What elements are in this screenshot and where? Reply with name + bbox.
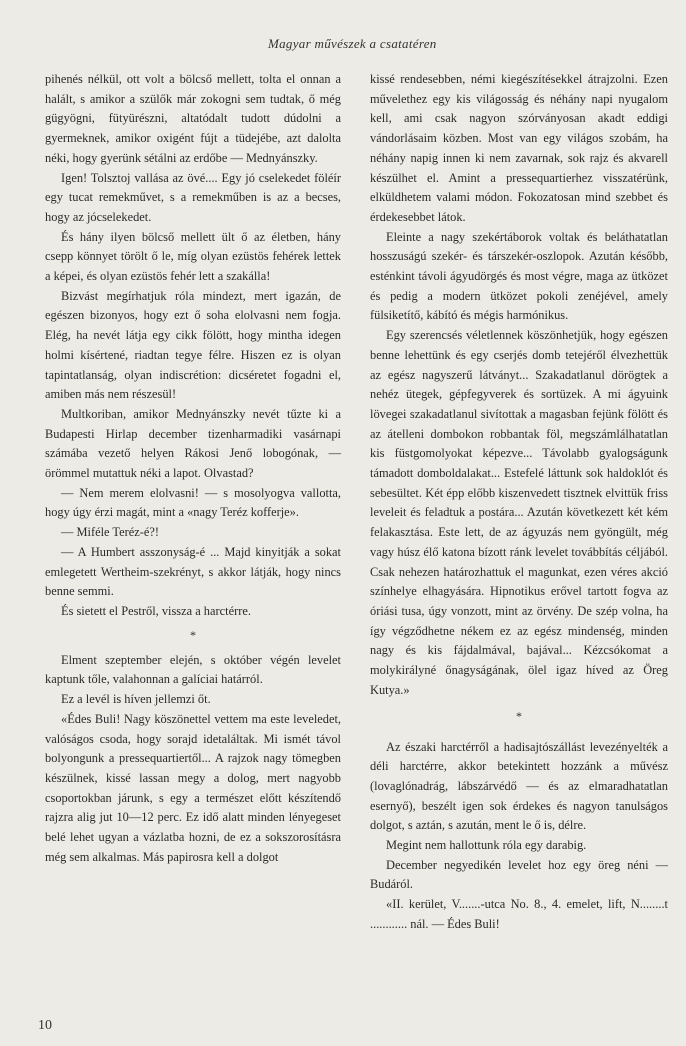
paragraph: — Miféle Teréz-é?! [61, 525, 159, 540]
paragraph: És hány ilyen bölcső mellett ült ő az életben, hány csepp könnyet törölt ő le, míg olyan ezüstös fehérek lettek a képei, és olyan ezüstös fehér lett a szakálla! [45, 229, 341, 284]
paragraph: Egy szerencsés véletlennek köszönhetjük, hogy egészen benne lehettünk és egy cserjés domb tetejéről élvezhettük az egész nagyszerű látványt... Szakadatlanul dörögtek a nehéz ütegek, gépfegyverek és sortüzek. A mi ágyuink lövegei szakadatlanul sivítottak a magasban fejünk fölött és az átelleni dombokon robbantak föl, megszámlálhatatlan kis füstgomolyokat képezve... Távolabb gyalogságunk támadott domboldalakat... Estefelé láttunk sok haldoklót és sebesültet. Két épp előbb kiszenvedett tisztnek elvittük friss leveleit és feladtuk a postára... Azután következett két kém felakasztása. Este lett, de az ágyuzás nem gyöngült, még vagy húsz élő katona bízott ránk levelet továbbítás céljából. Csak nehezen határozhattuk el magunkat, ezen véres akció színhelye elhagyására. Hipnotikus erővel tartott fogva az óriási tusa, úgy vonzott, mint az örvény. De szép volna, ha így végződhetne nékem ez az egész mindenség, minden nagy és kis fájdalmával, bajával... Kézcsókomat a molykirályné őnagyságának, ölel igaz híved az Öreg Kutya.» [370, 328, 668, 697]
paragraph: Elment szeptember elején, s október végén levelet kaptunk tőle, valahonnan a galíciai határról. [45, 652, 341, 687]
left-column [45, 70, 341, 867]
section-separator: * [190, 627, 196, 642]
running-header: Magyar művészek a csatatéren [268, 36, 437, 51]
paragraph: Az északi harctérről a hadisajtószállást levezényelték a déli harctérre, akkor betekintett hozzánk a művész (lovaglónadrág, lábszárvédő — és az elmaradhatatlan esernyő), beszélt igen sok érdekes és nagyon tanulságos dolgot, s aztán, s azután, ment le ő is, délre. [370, 739, 668, 833]
paragraph: És sietett el Pestről, vissza a harctérre. [61, 603, 251, 618]
paragraph: — Nem merem elolvasni! — s mosolyogva vallotta, hogy úgy érzi magát, mint a «nagy Teréz kofferje». [45, 485, 341, 520]
section-separator: * [516, 708, 522, 723]
paragraph: «II. kerület, V.......-utca No. 8., 4. emelet, lift, N........t ............ nál. — Édes Buli! [370, 897, 668, 931]
paragraph: Eleinte a nagy szekértáborok voltak és beláthatatlan hosszuságú szekér- és társzekér-oszlopok. Azután később, esténkint távoli ágyudörgés és most végre, maga az ütközet és pedig a modern ütközet pokoli zenéjével, amely fülsiketítő, kábító és mégis harmónikus. [370, 229, 668, 323]
paragraph: Ez a levél is híven jellemzi őt. [61, 692, 211, 707]
paragraph: — A Humbert asszonyság-é ... Majd kinyitják a sokat emlegetett Wertheim-szekrényt, s akkor látják, hogy nincs benne semmi. [45, 544, 341, 599]
paragraph: Multkoriban, amikor Mednyánszky nevét tűzte ki a Budapesti Hirlap december tizenharmadiki vasárnapi számába vezető helyen Rákosi Jenő lobogónak, — örömmel mutattuk néki a lapot. Olvastad? [45, 406, 341, 481]
page-number: 10 [38, 1018, 52, 1033]
right-column [370, 70, 668, 935]
paragraph: Bizvást megírhatjuk róla mindezt, mert igazán, de egészen bizonyos, hogy ezt ő soha elolvasni nem fogja. Elég, ha nevét látja egy cikk fölött, hogy mintha idegen holmi kísértené, riadtan tegye félre. Hiszen ez is olyan tapintatlanság, olyan indiscrétion: dicséretet fogadni el, amiben más nem részesül! [45, 288, 341, 402]
paragraph: Igen! Tolsztoj vallása az övé.... Egy jó cselekedet föléír egy tucat remekművet, s a remekműben is az a becses, hogy az jócselekedet. [45, 170, 341, 224]
paragraph: pihenés nélkül, ott volt a bölcső mellett, tolta el onnan a halált, s amikor a szülők már zokogni sem tudtak, ő még gügyögni, fütyürészni, altatódalt tudott dúdolni a gyermeknek, amikor oxigént fújt a tüdejébe, azt dalolta néki, hogy gyerünk sétálni az erdőbe — Mednyánszky. [45, 72, 341, 165]
paragraph: «Édes Buli! Nagy köszönettel vettem ma este leveledet, valóságos csoda, hogy sorajd idetaláltak. Mi ismét távol bolyongunk a pressequartiertől... A rajzok nagy tömegben készülnek, kissé lassan megy a dolog, mert nagyobb csoportokban járunk, s egy a természet előtt készítendő rajzra alig jut 10—12 perc. Ez idő alatt minden lényegeset belé lehet ugyan a vázlatba hozni, de ez a sokszorosításra még sem alkalmas. Más papirosra kell a dolgot [45, 711, 341, 864]
paragraph: Megint nem hallottunk róla egy darabig. [386, 838, 587, 853]
paragraph: kissé rendesebben, némi kiegészítésekkel átrajzolni. Ezen művelethez egy kis világosság és néhány napi nyugalom kell, ami csak nagyon szórványosan akadt eddigi vándorlásaim közben. Most van egy világos szobám, ha néhány napig innen ki nem zavarnak, sok rajz és akvarell készülhet el. Amint a pressequartierhez visszatérünk, elküldhetem valami módon. Fokozatosan mind szebbet és érdekesebbet látok. [370, 72, 668, 224]
paragraph: December negyedikén levelet hoz egy öreg néni — Budáról. [370, 857, 668, 892]
